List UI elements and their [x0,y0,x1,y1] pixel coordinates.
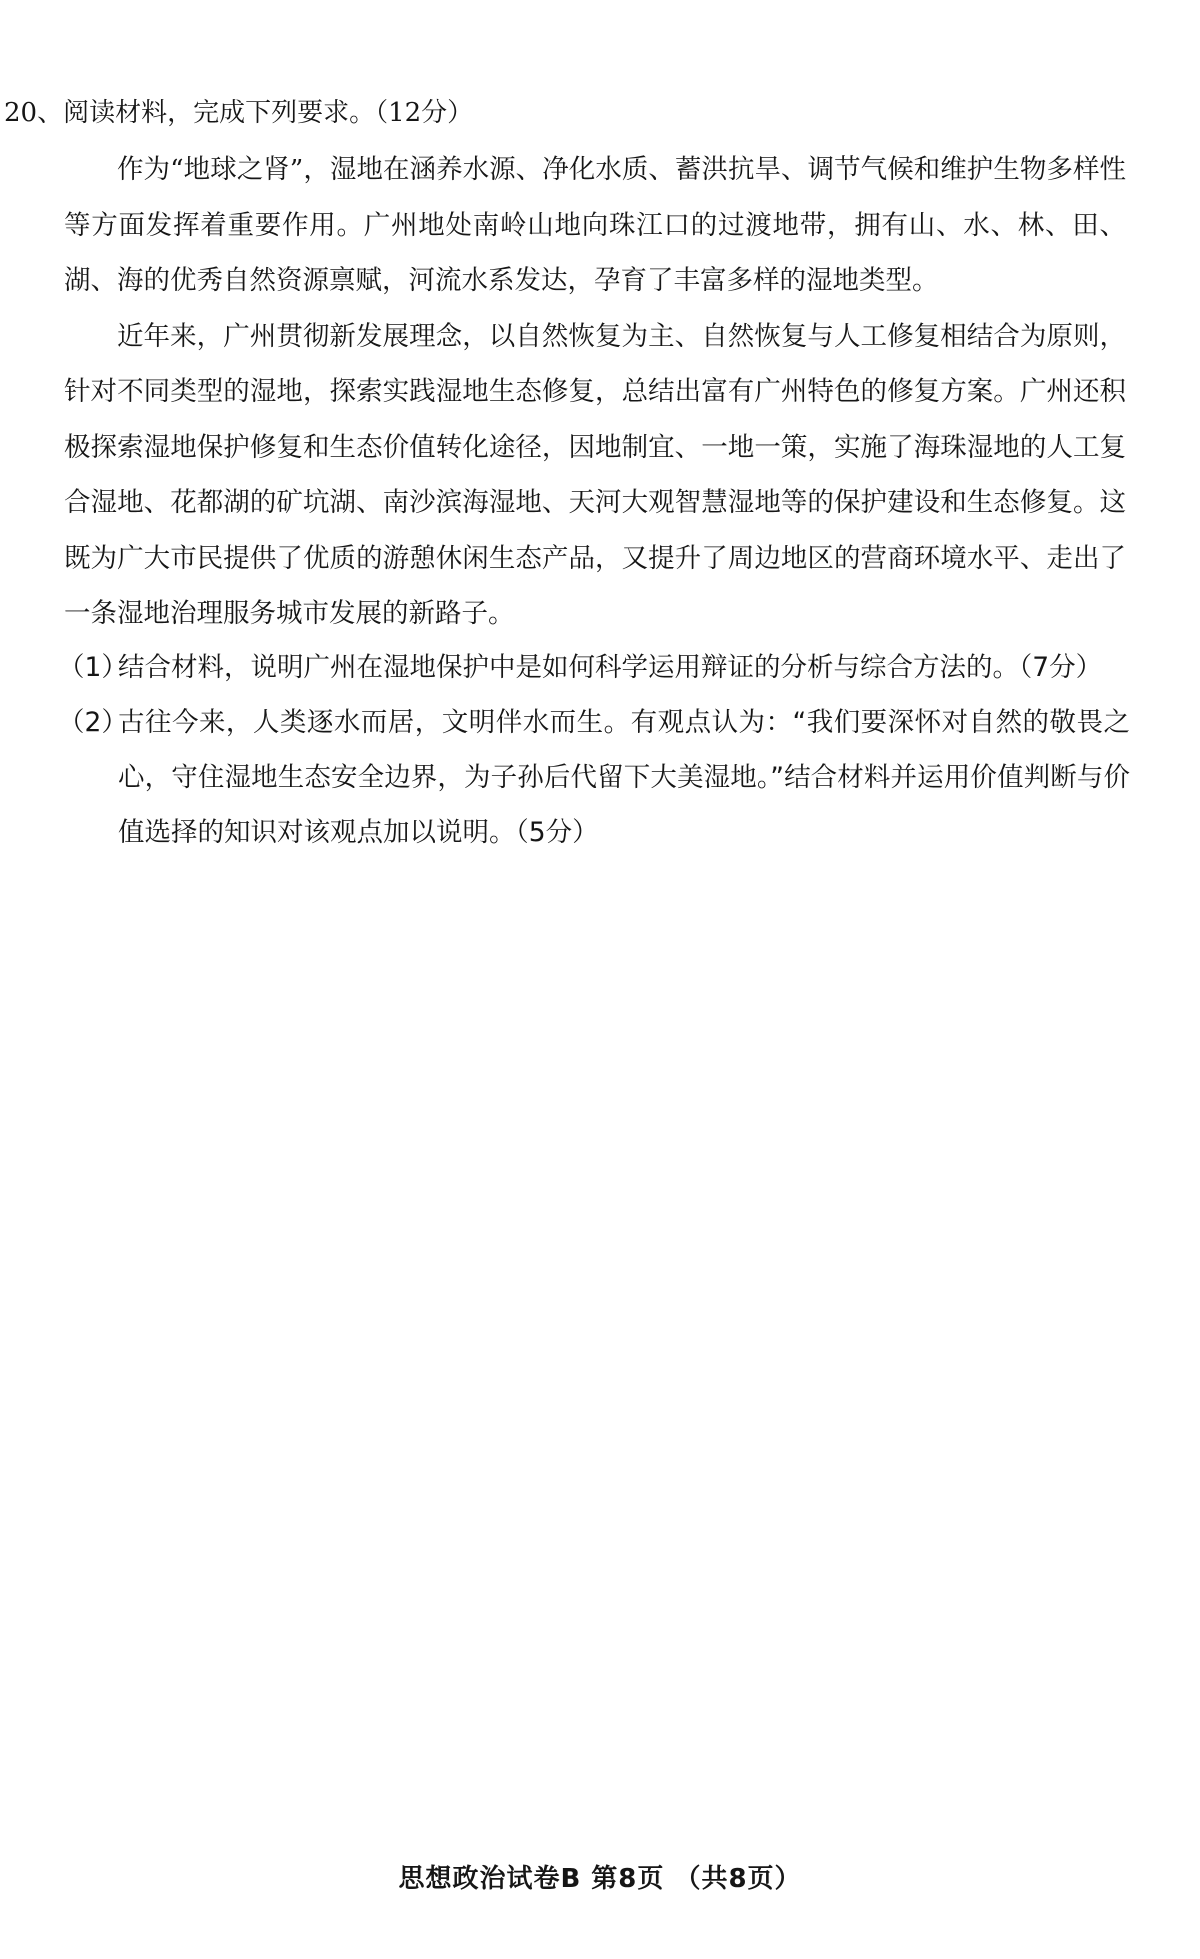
sub-question-text: 古往今来，人类逐水而居，文明伴水而生。有观点认为：“我们要深怀对自然的敬畏之心，守住湿地生态安全边界，为子孙后代留下大美湿地。”结合材料并运用价值判断与价值选择的知识对该观点加以说明。（5分） [118,707,1130,848]
sub-question-1 [58,640,1130,695]
sub-question-2 [58,695,1130,860]
page-footer: 思想政治试卷B 第8页 （共8页） [398,1864,802,1894]
sub-question-list [58,640,1130,860]
material-paragraph-2: 近年来，广州贯彻新发展理念，以自然恢复为主、自然恢复与人工修复相结合为原则，针对不同类型的湿地，探索实践湿地生态修复，总结出富有广州特色的修复方案。广州还积极探索湿地保护修复和生态价值转化途径，因地制宜、一地一策，实施了海珠湿地的人工复合湿地、花都湖的矿坑湖、南沙滨海湿地、天河大观智慧湿地等的保护建设和生态修复。这既为广大市民提供了优质的游憩休闲生态产品，又提升了周边地区的营商环境水平、走出了一条湿地治理服务城市发展的新路子。 [64,320,1126,629]
sub-question-number: （1） [58,652,128,683]
sub-question-number: （2） [58,707,128,738]
question-title: 20、阅读材料，完成下列要求。（12分） [4,98,474,128]
sub-question-text: 结合材料，说明广州在湿地保护中是如何科学运用辩证的分析与综合方法的。（7分） [118,652,1103,683]
reading-material [64,142,1126,642]
material-paragraph-1: 作为“地球之肾”，湿地在涵养水源、净化水质、蓄洪抗旱、调节气候和维护生物多样性等方面发挥着重要作用。广州地处南岭山地向珠江口的过渡地带，拥有山、水、林、田、湖、海的优秀自然资源禀赋，河流水系发达，孕育了丰富多样的湿地类型。 [64,154,1126,296]
